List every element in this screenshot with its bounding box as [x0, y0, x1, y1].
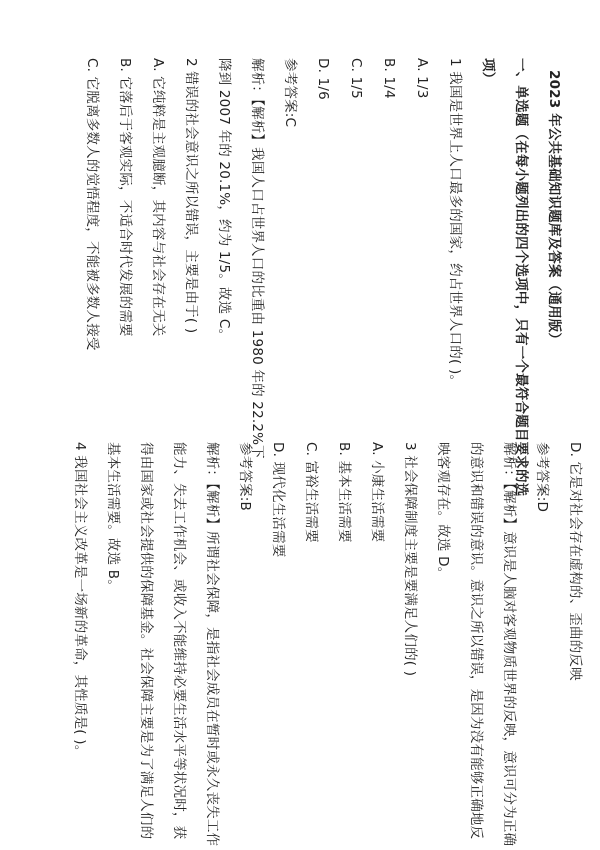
option-b: B. 1/4: [381, 58, 397, 99]
question-4: 4 我国社会主义改革是一场新的革命，其性质是( )。: [72, 442, 88, 759]
explanation-continued: 映客观存在。故选 D。: [435, 442, 451, 581]
option-d: D. 1/6: [315, 58, 331, 100]
explanation-continued: 能力、失去工作机会、或收入不能维持必要生活水平等状况时，获: [171, 442, 187, 840]
option-c: C. 富裕生活需要: [303, 442, 319, 543]
option-b: B. 它落后于客观实际，不适合时代发展的需要: [117, 58, 133, 337]
explanation-continued: 的意识和错误的意识。意识之所以错误，是因为没有能够正确地反: [468, 442, 484, 840]
section-heading-continued: 项）: [480, 58, 496, 86]
option-b: B. 基本生活需要: [336, 442, 352, 543]
option-c: C. 它脱离多数人的觉悟程度，不能被多数人接受: [84, 58, 100, 351]
answer: 参考答案:C: [282, 58, 298, 128]
option-d: D. 它是对社会存在虚构的、歪曲的反映: [567, 442, 583, 681]
option-d: D. 现代化生活需要: [270, 442, 286, 558]
explanation-continued: 得由国家或社会提供的保障基金。社会保障主要是为了满足人们的: [138, 442, 154, 840]
section-heading: 一、单选题（在每小题列出的四个选项中，只有一个最符合题目要求的选: [513, 58, 529, 497]
answer: 参考答案:B: [237, 442, 253, 512]
explanation: 解析：【解析】所谓社会保障，是指社会成员在暂时或永久丧失工作: [204, 442, 220, 847]
question-3: 3 社会保障制度主要是要满足人们的( ): [402, 442, 418, 677]
right-column: [63, 442, 591, 847]
question-1: 1 我国是世界上人口最多的国家，约占世界人口的( )。: [447, 58, 463, 389]
explanation-continued: 基本生活需要。故选 B。: [105, 442, 121, 593]
option-a: A. 1/3: [414, 58, 430, 99]
answer: 参考答案:D: [534, 442, 550, 513]
question-2: 2 错误的社会意识之所以错误，主要是由于( ): [183, 58, 199, 334]
explanation: 解析：【解析】意识是人脑对客观物质世界的反映，意识可分为正确: [501, 442, 517, 847]
document-title: 2023 年公共基础知识题库及答案（通用版）: [546, 70, 562, 347]
explanation-continued: 降到 2007 年的 20.1%，约为 1/5。故选 C。: [216, 58, 232, 343]
option-a: A. 它纯粹是主观臆断，其内容与社会存在无关: [150, 58, 166, 337]
option-a: A. 小康生活需要: [369, 442, 385, 543]
option-c: C. 1/5: [348, 58, 364, 99]
explanation: 解析：【解析】我国人口占世界人口的比重由 1980 年的 22.2%下: [249, 58, 265, 459]
